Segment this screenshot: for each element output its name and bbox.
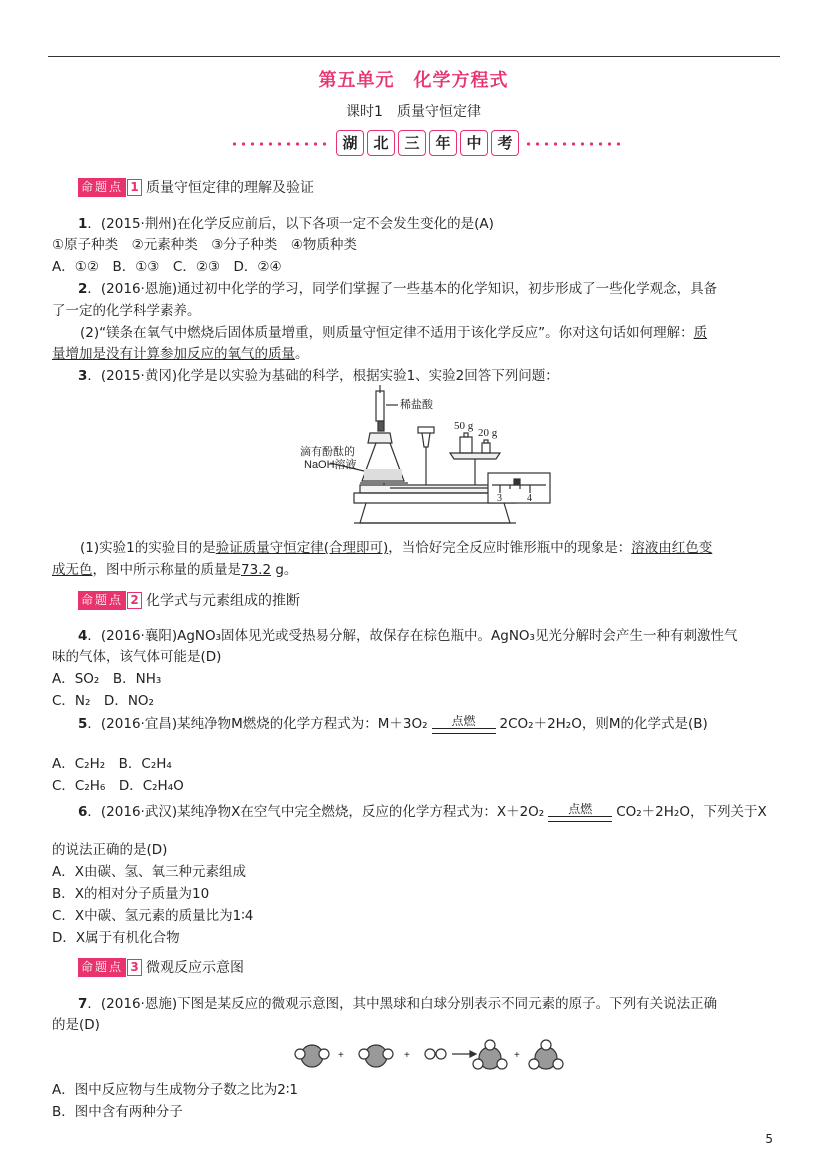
- fig-scale-4: 4: [527, 493, 532, 504]
- fig-label-weight-20: 20 g: [478, 427, 498, 439]
- q2-stem-2: 了一定的化学科学素养。: [52, 303, 201, 319]
- page-number: 5: [765, 1132, 773, 1146]
- reaction-arrow: 点燃: [432, 715, 496, 734]
- banner-tiles: [336, 130, 519, 156]
- weight-50g: [460, 437, 472, 453]
- q5-options-1: A．C₂H₂ B．C₂H₄: [52, 756, 172, 772]
- section-title: 质量守恒定律的理解及验证: [146, 180, 315, 196]
- fig-label-solution-2: NaOH溶液: [304, 459, 357, 471]
- q7-stem-2: 的是(D): [52, 1017, 100, 1033]
- q6-stem-1: 6．(2016·武汉)某纯净物X在空气中完全燃烧，反应的化学方程式为：X＋2O₂ 点燃 CO₂＋2H₂O，下列关于X: [78, 801, 767, 820]
- q7-stem-1: 7．(2016·恩施)下图是某反应的微观示意图，其中黑球和白球分别表示不同元素的原子。下列有关说法正确: [78, 996, 718, 1012]
- fig-plus: +: [514, 1050, 520, 1061]
- q4-stem-2: 味的气体，该气体可能是(D): [52, 649, 222, 665]
- q5-options-2: C．C₂H₆ D．C₂H₄O: [52, 778, 184, 794]
- banner-char: 中: [460, 130, 488, 156]
- banner-char: 北: [367, 130, 395, 156]
- q3-answer-line-1: (1)实验1的实验目的是验证质量守恒定律(合理即可)，当恰好完全反应时锥形瓶中的现象是：溶液由红色变: [80, 540, 713, 556]
- banner-dots-left: [230, 142, 330, 146]
- lesson-subtitle: 课时1 质量守恒定律: [346, 104, 481, 120]
- q2-answer: 量增加是没有计算参加反应的氧气的质量。: [52, 346, 309, 362]
- weight-20g: [482, 443, 490, 453]
- q1-items: ①原子种类 ②元素种类 ③分子种类 ④物质种类: [52, 237, 357, 253]
- banner-char: 年: [429, 130, 457, 156]
- banner-char: 考: [491, 130, 519, 156]
- fig-plus: +: [404, 1050, 410, 1061]
- fig-label-weight-50: 50 g: [454, 420, 474, 432]
- section-number: 3: [127, 959, 142, 976]
- q6-option-a: A．X由碳、氢、氧三种元素组成: [52, 864, 246, 880]
- q2-stem-1: 2．(2016·恩施)通过初中化学的学习，同学们掌握了一些基本的化学知识，初步形成了一些化学观念，具备: [78, 281, 718, 297]
- section-title: 微观反应示意图: [146, 960, 245, 976]
- section-number: 1: [127, 179, 142, 196]
- fig-scale-3: 3: [497, 493, 502, 504]
- banner-char: 三: [398, 130, 426, 156]
- q4-options-1: A．SO₂ B．NH₃: [52, 671, 162, 687]
- q5-stem: 5．(2016·宜昌)某纯净物M燃烧的化学方程式为：M＋3O₂ 点燃 2CO₂＋2H₂O，则M的化学式是(B): [78, 713, 708, 732]
- q6-option-b: B．X的相对分子质量为10: [52, 886, 210, 902]
- fig-label-acid: 稀盐酸: [400, 399, 433, 411]
- reaction-arrow: 点燃: [548, 803, 612, 822]
- fig-plus: +: [338, 1050, 344, 1061]
- q7-option-b: B．图中含有两种分子: [52, 1104, 183, 1120]
- q6-option-d: D．X属于有机化合物: [52, 930, 180, 946]
- micro-reaction-figure: [290, 1036, 580, 1076]
- top-rule: [48, 56, 780, 57]
- q6-option-c: C．X中碳、氢元素的质量比为1∶4: [52, 908, 254, 924]
- q2-part: (2)“镁条在氧气中燃烧后固体质量增重，则质量守恒定律不适用于该化学反应”。你对这句话如何理解：质: [80, 325, 708, 341]
- section-number: 2: [127, 592, 142, 609]
- q3-stem: 3．(2015·黄冈)化学是以实验为基础的科学，根据实验1、实验2回答下列问题：: [78, 368, 559, 384]
- q6-stem-2: 的说法正确的是(D): [52, 842, 168, 858]
- fig-label-solution-1: 滴有酚酞的: [300, 446, 355, 458]
- section-tag-1: [78, 177, 314, 197]
- q1-options: A．①② B．①③ C．②③ D．②④: [52, 259, 282, 275]
- banner-char: 湖: [336, 130, 364, 156]
- dropper-tube: [376, 391, 384, 421]
- section-title: 化学式与元素组成的推断: [146, 593, 301, 609]
- balance-experiment-figure: [300, 385, 560, 530]
- banner-dots-right: [524, 142, 626, 146]
- white-atom: [425, 1049, 435, 1059]
- q4-options-2: C．N₂ D．NO₂: [52, 693, 154, 709]
- section-label: 命题点: [78, 958, 126, 977]
- q3-answer-line-2: 成无色，图中所示称量的质量是73.2 g。: [52, 562, 298, 578]
- q1-stem: 1．(2015·荆州)在化学反应前后，以下各项一定不会发生变化的是(A): [78, 216, 494, 232]
- unit-title: 第五单元 化学方程式: [318, 70, 509, 91]
- section-tag-2: [78, 590, 300, 610]
- exam-banner: [230, 130, 630, 158]
- section-label: 命题点: [78, 178, 126, 197]
- q7-option-a: A．图中反应物与生成物分子数之比为2∶1: [52, 1082, 298, 1098]
- section-label: 命题点: [78, 591, 126, 610]
- section-tag-3: [78, 957, 244, 977]
- q4-stem-1: 4．(2016·襄阳)AgNO₃固体见光或受热易分解，故保存在棕色瓶中。AgNO₃见光分解时会产生一种有刺激性气: [78, 628, 738, 644]
